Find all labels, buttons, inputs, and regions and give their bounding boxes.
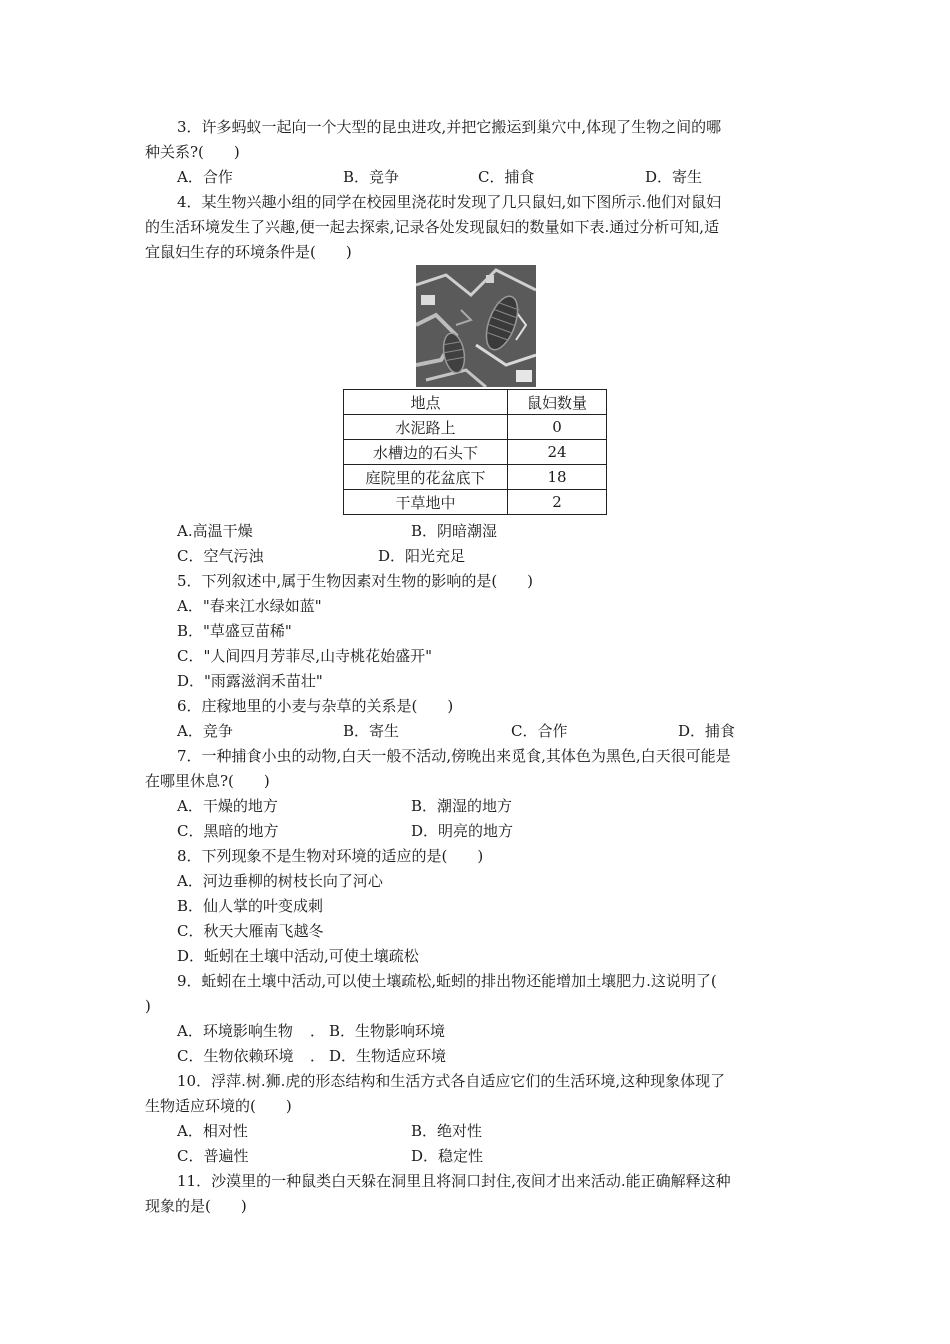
q10-option-c: C．普遍性 bbox=[177, 1147, 249, 1165]
q11-stem-line2: 现象的是( ) bbox=[145, 1197, 247, 1215]
table-row bbox=[344, 490, 607, 515]
q6-option-c: C．合作 bbox=[511, 722, 568, 740]
table-header-cell: 鼠妇数量 bbox=[508, 390, 607, 415]
table-cell: 0 bbox=[508, 415, 607, 440]
q8-option-d: D．蚯蚓在土壤中活动,可使土壤疏松 bbox=[177, 947, 419, 965]
q4-option-d: D．阳光充足 bbox=[378, 547, 466, 565]
q8-option-c: C．秋天大雁南飞越冬 bbox=[177, 922, 324, 940]
q5-option-b: B．"草盛豆苗稀" bbox=[177, 622, 292, 640]
q4-stem-line2: 的生活环境发生了兴趣,便一起去探索,记录各处发现鼠妇的数量如下表.通过分析可知,适 bbox=[145, 218, 720, 236]
q10-option-a: A．相对性 bbox=[177, 1122, 248, 1140]
q6-stem: 6．庄稼地里的小麦与杂草的关系是( ) bbox=[177, 697, 454, 715]
table-cell: 水泥路上 bbox=[344, 415, 508, 440]
table-header-cell: 地点 bbox=[344, 390, 508, 415]
q5-option-d: D．"雨露滋润禾苗壮" bbox=[177, 672, 323, 690]
q10-option-d: D．稳定性 bbox=[411, 1147, 484, 1165]
q5-option-a: A．"春来江水绿如蓝" bbox=[177, 597, 322, 615]
woodlouse-photo bbox=[416, 265, 536, 387]
q11-stem-line1: 11．沙漠里的一种鼠类白天躲在洞里且将洞口封住,夜间才出来活动.能正确解释这种 bbox=[177, 1172, 731, 1190]
q10-stem-line1: 10．浮萍.树.狮.虎的形态结构和生活方式各自适应它们的生活环境,这种现象体现了 bbox=[177, 1072, 726, 1090]
table-cell: 干草地中 bbox=[344, 490, 508, 515]
q7-option-a: A．干燥的地方 bbox=[177, 797, 278, 815]
q3-option-b: B．竞争 bbox=[343, 168, 400, 186]
q9-stem-line2: ) bbox=[145, 997, 151, 1015]
q8-option-a: A．河边垂柳的树枝长向了河心 bbox=[177, 872, 383, 890]
table-row bbox=[344, 415, 607, 440]
q7-option-c: C．黑暗的地方 bbox=[177, 822, 279, 840]
q9-stem-line1: 9．蚯蚓在土壤中活动,可以使土壤疏松,蚯蚓的排出物还能增加土壤肥力.这说明了( bbox=[177, 972, 717, 990]
q3-option-c: C．捕食 bbox=[478, 168, 535, 186]
q3-option-a: A．合作 bbox=[177, 168, 233, 186]
q9-option-c: C．生物依赖环境 bbox=[177, 1047, 294, 1065]
table-cell: 庭院里的花盆底下 bbox=[344, 465, 508, 490]
table-row bbox=[344, 465, 607, 490]
q4-option-a: A.高温干燥 bbox=[177, 522, 253, 540]
q5-stem: 5．下列叙述中,属于生物因素对生物的影响的是( ) bbox=[177, 572, 534, 590]
q5-option-c: C．"人间四月芳菲尽,山寺桃花始盛开" bbox=[177, 647, 433, 665]
q9-separator: ． bbox=[310, 1047, 326, 1065]
q7-stem-line2: 在哪里休息?( ) bbox=[145, 772, 270, 790]
table-cell: 水槽边的石头下 bbox=[344, 440, 508, 465]
q3-option-d: D．寄生 bbox=[645, 168, 703, 186]
q4-stem-line1: 4．某生物兴趣小组的同学在校园里浇花时发现了几只鼠妇,如下图所示.他们对鼠妇 bbox=[177, 193, 722, 211]
table-row bbox=[344, 440, 607, 465]
q7-option-b: B．潮湿的地方 bbox=[411, 797, 513, 815]
q9-option-d: D．生物适应环境 bbox=[329, 1047, 447, 1065]
q3-stem-line1: 3．许多蚂蚁一起向一个大型的昆虫进攻,并把它搬运到巢穴中,体现了生物之间的哪 bbox=[177, 118, 722, 136]
q7-option-d: D．明亮的地方 bbox=[411, 822, 514, 840]
q10-stem-line2: 生物适应环境的( ) bbox=[145, 1097, 292, 1115]
table-cell: 2 bbox=[508, 490, 607, 515]
table-cell: 24 bbox=[508, 440, 607, 465]
q4-stem-line3: 宜鼠妇生存的环境条件是( ) bbox=[145, 243, 352, 261]
table-cell: 18 bbox=[508, 465, 607, 490]
q7-stem-line1: 7．一种捕食小虫的动物,白天一般不活动,傍晚出来觅食,其体色为黑色,白天很可能是 bbox=[177, 747, 731, 765]
q10-option-b: B．绝对性 bbox=[411, 1122, 483, 1140]
q6-option-d: D．捕食 bbox=[678, 722, 736, 740]
table-header-row bbox=[344, 390, 607, 415]
q9-option-b: B．生物影响环境 bbox=[329, 1022, 446, 1040]
q9-separator: ． bbox=[310, 1022, 326, 1040]
q4-option-c: C．空气污浊 bbox=[177, 547, 264, 565]
q9-option-a: A．环境影响生物 bbox=[177, 1022, 293, 1040]
q8-option-b: B．仙人掌的叶变成刺 bbox=[177, 897, 324, 915]
q6-option-b: B．寄生 bbox=[343, 722, 400, 740]
q6-option-a: A．竞争 bbox=[177, 722, 233, 740]
woodlouse-count-table bbox=[343, 389, 607, 515]
q3-stem-line2: 种关系?( ) bbox=[145, 143, 240, 161]
q8-stem: 8．下列现象不是生物对环境的适应的是( ) bbox=[177, 847, 484, 865]
q4-option-b: B．阴暗潮湿 bbox=[411, 522, 498, 540]
